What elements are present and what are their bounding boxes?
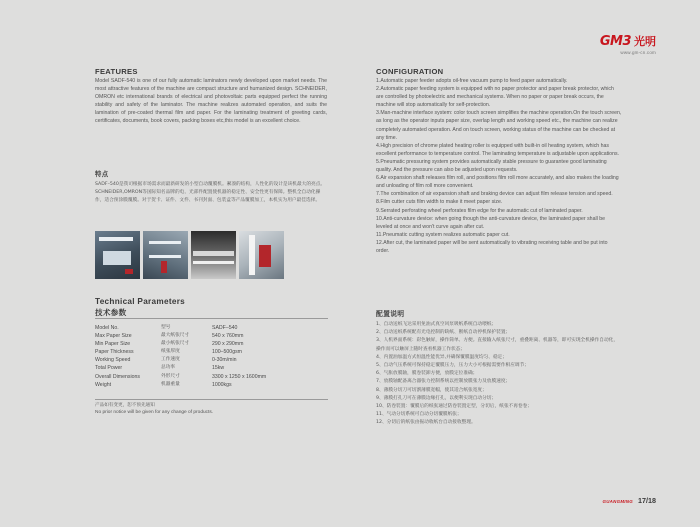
list-item: 6.Air expansion shaft releases film roll, and positions film roll more accurately, and also makes the loading and unloading of film roll more convenient.	[376, 175, 619, 190]
list-item: 5、自动气压系统可保持稳定覆膜压力，压力大小可根据需要作相应调节；	[376, 363, 529, 369]
param-label: Total Power	[95, 365, 123, 372]
param-label: Paper Thickness	[95, 349, 134, 356]
brand-header	[600, 33, 656, 55]
table-row	[95, 356, 322, 364]
param-label-cn: 总功率	[161, 365, 176, 371]
param-label-cn: 工作速度	[161, 357, 180, 363]
list-item: 1、自动送纸飞达采用免油式真空风泵吸纸系统自动喂纸；	[376, 322, 497, 327]
page-number: 17/18	[638, 496, 656, 505]
features-title: FEATURES	[95, 67, 138, 76]
configuration-list	[376, 77, 622, 255]
param-label: Weight	[95, 381, 112, 388]
param-value: 540 x 760mm	[212, 333, 244, 340]
configuration-cn-list	[376, 321, 622, 428]
features-cn-title: 特点	[95, 170, 109, 178]
param-value: SADF–540	[212, 325, 238, 331]
param-value: 0-30m/min	[212, 357, 237, 364]
features-body: Model SADF-540 is one of our fully automatic laminators newly developed upon market needs. The most attractive features of the machine are compact structure and humanized design. SCHNEIDER, OMRON etc international brands of electrical and photovoltaic parts equipped perfect the running stability and safety of the laminator. The machine realizes automated operation, and suits the lamination of pre-coated thermal film and paper. For the laminating treatment of greeting cards, certificates, documents, book covers, packing boxes etc,this model is an excellent choice.	[95, 78, 327, 125]
table-row	[95, 364, 322, 372]
param-label-cn: 型号	[161, 325, 171, 330]
table-row	[95, 348, 322, 356]
list-item: 4、内置油加温方式恒温性能优异,并确保覆膜温度均匀、稳定；	[376, 354, 508, 360]
list-item: 3、人机界面系统：彩色触屏，操作简单、方便。直接输入纸张尺寸，重叠距离、机器等，即可实现全机操作自动化，操作而可以触屏上随时查看机器工作状态；	[376, 338, 619, 352]
list-item: 2.Automatic paper feeding system is equipped with no paper protector and paper break protector, which are controlled by photoelectric and mechanical systems. When no paper or paper break occurs, the machine will stop automatically for self-protection.	[376, 86, 614, 109]
param-label-cn: 外形尺寸	[161, 373, 180, 379]
param-value: 15kw	[212, 365, 225, 372]
list-item: 9.Serrated perforating wheel perforates film edge for the automatic cut of laminated paper.	[376, 207, 583, 214]
table-row	[95, 373, 322, 381]
product-photo-control-panel	[95, 231, 140, 279]
list-item: 8.Film cutter cuts film width to make it meet paper size.	[376, 199, 503, 206]
list-item: 2、自动送纸系统配有光电控制的缺纸、断纸自动停机保护装置；	[376, 330, 511, 336]
param-label: Working Speed	[95, 357, 131, 364]
list-item: 6、气胀放膜轴，膜卷装卸方便，放膜定位准确；	[376, 371, 478, 377]
brand-logo	[600, 33, 656, 49]
list-item: 12.After cut, the laminated paper will be sent automatically to vibrating receiving table and be put into order.	[376, 239, 608, 254]
param-label: Model No.	[95, 325, 119, 331]
product-photo-machine	[239, 231, 284, 279]
param-label: Min Paper Size	[95, 341, 131, 348]
page-footer	[602, 496, 656, 505]
list-item: 12、分切后的纸张由振动收纸台自动接收整理。	[376, 420, 476, 426]
list-item: 7.The combination of air expansion shaft and braking device can adjust film release tension and speed.	[376, 191, 613, 198]
param-label-cn: 机器重量	[161, 381, 180, 387]
brand-url: www.gm-cn.com	[620, 50, 656, 55]
list-item: 9、薄膜打孔刀可在薄膜边缘打孔，以便利实现自动分切；	[376, 395, 497, 401]
features-cn-body: SADF–540是我司根据市场需求而最新研发的小型自动覆膜机。紧凑的结构，人性化的设计是该机最大的亮点。SCHNEIDER,OMRON等国际知名品牌的电、光部件配置使机器的稳定性、安全性更有保障。整机全自动化操作，适合预涂膜覆膜。对于贺卡、证件、文件、书刊封面、包装盒等产品覆膜加工，本机实为用户最佳选择。	[95, 182, 326, 204]
list-item: 10.Anti-curvature device: when going though the anti-curvature device, the laminated paper shall be leveled at once and won't curve again after cut.	[376, 215, 605, 230]
table-row	[95, 340, 322, 348]
table-row	[95, 324, 322, 332]
product-photos	[95, 231, 284, 279]
list-item: 1.Automatic paper feeder adopts oil-free vacuum pump to feed paper automatically.	[376, 78, 568, 84]
list-item: 7、放膜轴配备离合器张力控制系统以控制放膜张力及放膜速度；	[376, 379, 511, 385]
footer-brand: GUANGMING	[602, 499, 633, 504]
notice-en: No prior notice will be given for any change of products.	[95, 410, 214, 415]
brand-logo-chinese: 光明	[634, 35, 656, 48]
param-value: 3300 x 1250 x 1600mm	[212, 373, 267, 380]
param-value: 1000kgs	[212, 381, 232, 388]
product-photo-roller	[191, 231, 236, 279]
param-label: Overall Dimensions	[95, 373, 140, 380]
list-item: 3.Man-machine interface system: color touch screen simplifies the machine operation.On the touch screen, as long as the operator inputs paper size, overlap length and working speed etc., the machine can realize completely automated operation. And on touch screen, working status of the machine can be checked at any time.	[376, 110, 622, 141]
brand-logo-mark: GM3	[599, 33, 631, 49]
param-value: 290 x 290mm	[212, 341, 244, 348]
list-item: 11.Pneumatic cutting system realizes automatic paper cut.	[376, 231, 510, 238]
list-item: 11、气动分切系统可自动分切覆膜纸张；	[376, 412, 462, 418]
tech-params-title-cn: 技术参数	[95, 308, 127, 317]
tech-params-title: Technical Parameters	[95, 297, 186, 306]
product-photo-feeder	[143, 231, 188, 279]
notice-cn: 产品如有变更，恕不预先通知	[95, 403, 155, 408]
tech-params-bottom-rule	[95, 399, 328, 400]
tech-params-table	[95, 324, 322, 389]
list-item: 8、薄膜分切刀可切割薄膜宽幅，使其适合纸张宽度；	[376, 387, 487, 393]
configuration-title: CONFIGURATION	[376, 67, 444, 76]
param-value: 100–500gsm	[212, 349, 242, 356]
tech-params-top-rule	[95, 318, 328, 319]
list-item: 10、防卷装置：覆膜后的纸张通过防卷装置定型，分切后，纸张不再卷卷；	[376, 404, 532, 410]
param-label-cn: 最小纸张尺寸	[161, 341, 190, 347]
param-label-cn: 最大纸张尺寸	[161, 333, 190, 339]
table-row	[95, 381, 322, 389]
list-item: 5.Pneumatic pressuring system provides automatically stable pressure to guarantee good laminating quality. And the pressure can also be adjusted upon requests.	[376, 158, 607, 174]
param-label: Max Paper Size	[95, 333, 132, 340]
table-row	[95, 332, 322, 340]
param-label-cn: 纸张厚度	[161, 349, 180, 355]
list-item: 4.High precision of chrome plated heating roller is equipped with built-in oil heating system, which has excellent performance to temperature control. The laminating temperature is adjustable upon applications.	[376, 142, 619, 157]
configuration-cn-title: 配置说明	[376, 310, 405, 318]
